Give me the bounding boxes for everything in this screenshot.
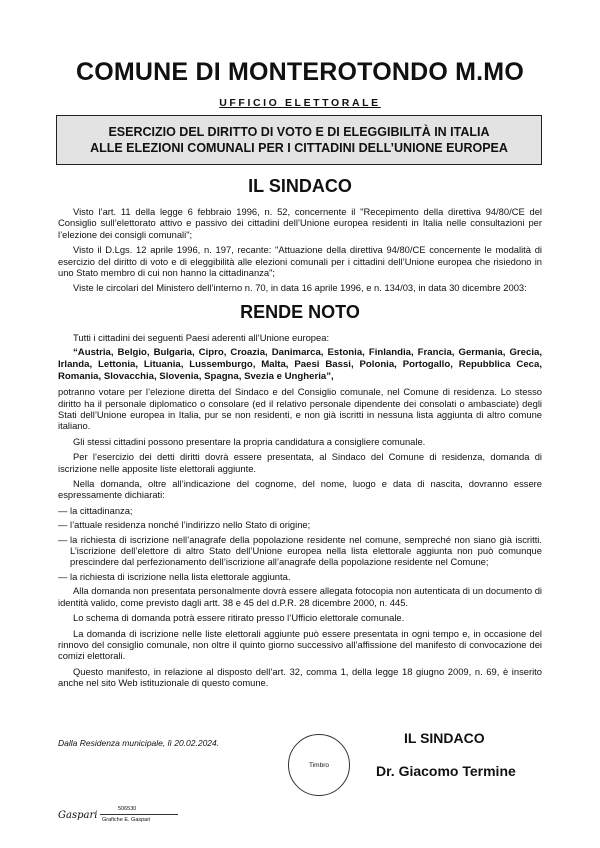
body-paragraph: Questo manifesto, in relazione al disposto dell’art. 32, comma 1, della legge 18 giugno 2009, n. 69, è inserito anche nel sito Web istituzionale di questo comune. [58,665,542,689]
subject-box [56,115,542,165]
preamble [58,206,542,298]
body-paragraph: Lo schema di domanda potrà essere ritirato presso l’Ufficio elettorale comunale. [73,612,405,624]
requirement-text: la richiesta di iscrizione nella lista elettorale aggiunta. [70,570,291,582]
office-name: UFFICIO ELETTORALE [219,97,381,109]
dash-marker: — [58,519,68,531]
dash-marker: — [58,504,68,516]
preamble-paragraph: Visto l’art. 11 della legge 6 febbraio 1996, n. 52, concernente il "Recepimento della direttiva 94/80/CE del Consiglio sull’elettorato attivo e passivo dei cittadini dell’Unione europea residenti in Italia nelle consultazioni per l’elezione dei consigli comunali"; [58,206,542,240]
body-paragraph: Per l’esercizio dei detti diritti dovrà essere presentata, al Sindaco del Comune di residenza, domanda di iscrizione nelle apposite liste elettorali aggiunte. [58,451,542,474]
stamp-label: Timbro [309,762,329,769]
body-paragraph: Gli stessi cittadini possono presentare la propria candidatura a consigliere comunale. [73,435,426,447]
body-paragraph: La domanda di iscrizione nelle liste elettorali aggiunte può essere presentata in ogni tempo e, in occasione del rinnovo del consiglio comunale, non oltre il quinto giorno successivo all’affissione del manifesto di convocazione dei comizi elettorali. [58,627,542,662]
printer-divider [100,814,178,815]
body-paragraph: Alla domanda non presentata personalmente dovrà essere allegata fotocopia non autenticata di un documento di identità valido, come previsto dagli artt. 38 e 45 del d.P.R. 28 dicembre 2000, n. 445. [58,585,542,608]
mayor-heading: IL SINDACO [248,176,352,196]
notice-body [58,332,542,693]
requirement-item [58,505,542,516]
requirement-item [58,534,542,568]
body-intro: Tutti i cittadini dei seguenti Paesi aderenti all’Unione europea: [73,332,330,343]
announcement-heading: RENDE NOTO [240,302,360,322]
signature-name: Dr. Giacomo Termine [376,763,516,779]
subject-line-2: ALLE ELEZIONI COMUNALI PER I CITTADINI DELL’UNIONE EUROPEA [90,141,508,155]
requirement-item [58,571,542,582]
dash-marker: — [58,533,68,545]
country-list: “Austria, Belgio, Bulgaria, Cipro, Croazia, Danimarca, Estonia, Finlandia, Francia, Germania, Grecia, Irlanda, Lettonia, Lituania, Lussemburgo, Malta, Paesi Bassi, Polonia, Portogallo, Repubblica Ceca, Romania, Slovacchia, Slovenia, Spagna, Svezia e Ungheria”, [58,347,542,382]
stamp-circle [288,734,350,796]
printer-name: Grafiche E. Gaspari [102,817,151,823]
printer-logo: Gaspari [58,810,98,821]
printer-mark [58,806,178,828]
requirement-item [58,519,542,530]
signature-title: IL SINDACO [404,730,485,746]
preamble-paragraph: Viste le circolari del Ministero dell’interno n. 70, in data 16 aprile 1996, e n. 134/03, in data 30 dicembre 2003: [73,282,527,294]
printer-code: 506530 [118,806,137,812]
preamble-paragraph: Visto il D.Lgs. 12 aprile 1996, n. 197, recante: "Attuazione della direttiva 94/80/CE concernente le modalità di esercizio del diritto di voto e di eleggibilità alle elezioni comunali per i cittadini dell’Unione europea che risiedono in uno Stato membro di cui non hanno la cittadinanza"; [58,244,542,279]
dash-marker: — [58,570,68,582]
body-paragraph: Nella domanda, oltre all’indicazione del cognome, del nome, luogo e data di nascita, dovranno essere espressamente dichiarati: [58,478,542,501]
municipality-title: COMUNE DI MONTEROTONDO M.MO [76,58,524,86]
requirement-text: la richiesta di iscrizione nell’anagrafe della popolazione residente nel comune, sempreché non siano già iscritti. L’iscrizione dell’elettore di altro Stato dell’Unione europea nella lista elettorale aggiunta non può comunque prescindere dal perfezionamento dell’iscrizione all’anagrafe della popolazione residente nel Comune; [70,533,542,568]
body-paragraph: potranno votare per l’elezione diretta del Sindaco e del Consiglio comunale, nel Comune di residenza. Lo stesso diritto ha il personale diplomatico o consolare (ed il relativo personale dipendente dei consolati o ambasciate) degli Stati dell’Unione europea in Italia, pur se non residenti, e non già iscritti in nessuna lista aggiunta di altro comune italiano. [58,386,542,432]
requirement-text: la cittadinanza; [70,504,133,516]
requirement-text: l’attuale residenza nonché l’indirizzo nello Stato di origine; [70,519,311,531]
place-date: Dalla Residenza municipale, lì 20.02.2024. [58,738,220,748]
subject-line-1: ESERCIZIO DEL DIRITTO DI VOTO E DI ELEGGIBILITÀ IN ITALIA [108,125,490,139]
